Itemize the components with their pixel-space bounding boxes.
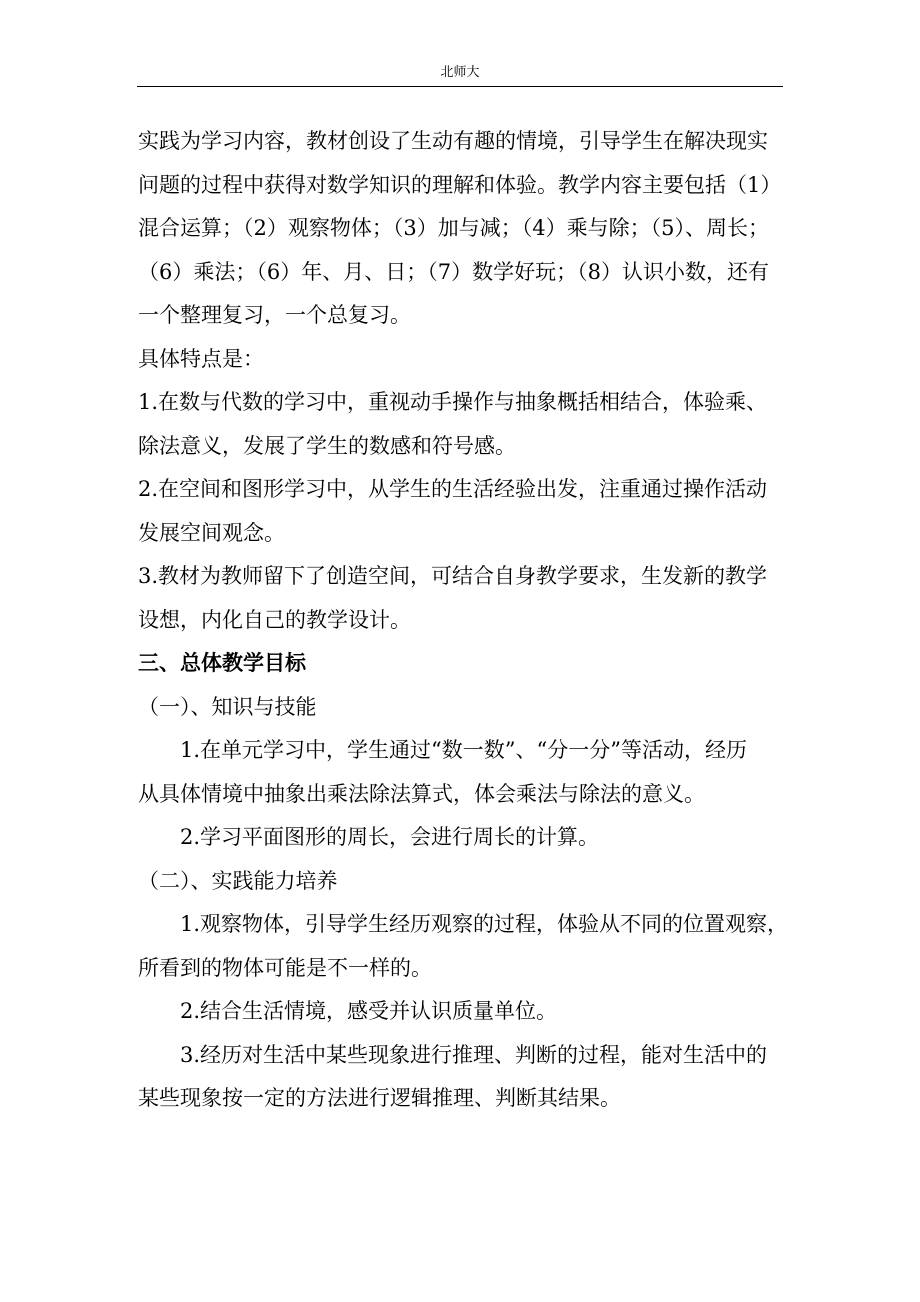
feature-line: 2.在空间和图形学习中，从学生的生活经验出发，注重通过操作活动 [138,477,768,501]
paragraph-line: 一个整理复习，一个总复习。 [138,303,411,327]
paragraph-line: 问题的过程中获得对数学知识的理解和体验。教学内容主要包括（1） [138,172,782,197]
objective-line: 1.在单元学习中，学生通过“数一数”、“分一分”等活动，经历 [180,738,747,762]
subsection-heading: （二）、实践能力培养 [138,868,338,893]
feature-line: 3.教材为教师留下了创造空间，可结合自身教学要求，生发新的教学 [138,564,768,588]
paragraph-line: 混合运算；（2）观察物体；（3）加与减；（4）乘与除；（5）、周长； [138,216,769,240]
feature-line: 除法意义，发展了学生的数感和符号感。 [138,433,516,458]
subsection-heading: （一）、知识与技能 [138,694,317,719]
objective-line: 1.观察物体，引导学生经历观察的过程，体验从不同的位置观察， [180,912,789,936]
objective-line: 2.学习平面图形的周长，会进行周长的计算。 [180,825,600,849]
feature-line: 1.在数与代数的学习中，重视动手操作与抽象概括相结合，体验乘、 [138,390,768,414]
objective-line: 从具体情境中抽象出乘法除法算式，体会乘法与除法的意义。 [138,781,705,806]
feature-line: 设想，内化自己的教学设计。 [138,607,411,632]
objective-line: 所看到的物体可能是不一样的。 [138,955,432,980]
paragraph-line: 实践为学习内容，教材创设了生动有趣的情境，引导学生在解决现实 [138,129,768,153]
paragraph-line: （6）乘法；（6）年、月、日；（7）数学好玩；（8）认识小数，还有 [138,259,769,284]
objective-line: 2.结合生活情境，感受并认识质量单位。 [180,999,558,1023]
objective-line: 3.经历对生活中某些现象进行推理、判断的过程，能对生活中的 [180,1042,768,1067]
features-label: 具体特点是： [138,346,264,371]
objective-line: 某些现象按一定的方法进行逻辑推理、判断其结果。 [138,1086,621,1110]
document-body [138,120,788,1121]
page-header [137,64,783,87]
header-title: 北师大 [440,65,480,80]
feature-line: 发展空间观念。 [138,520,285,545]
section-heading: 三、总体教学目标 [138,651,306,675]
